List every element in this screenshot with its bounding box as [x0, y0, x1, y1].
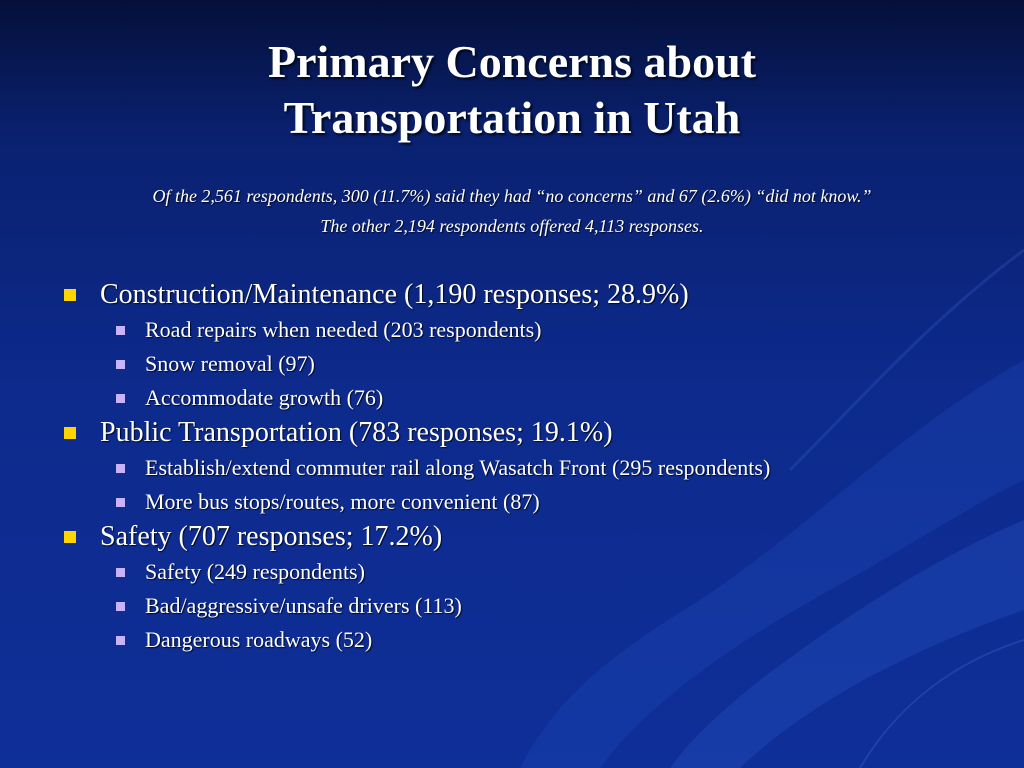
- subtitle-line-1: Of the 2,561 respondents, 300 (11.7%) said they had “no concerns” and 67 (2.6%) “did not know.”: [152, 186, 872, 206]
- square-bullet-icon: [116, 602, 125, 611]
- square-bullet-icon: [116, 394, 125, 403]
- sub-item-label: Dangerous roadways (52): [145, 627, 373, 652]
- sub-item-label: Snow removal (97): [145, 351, 315, 376]
- subtitle-line-2: The other 2,194 respondents offered 4,113 responses.: [320, 216, 704, 236]
- concern-public-transportation: [62, 415, 1002, 451]
- concern-label: Public Transportation (783 responses; 19.1%): [100, 417, 613, 448]
- sub-item: [62, 485, 1002, 519]
- square-bullet-icon: [116, 568, 125, 577]
- sub-item: [62, 555, 1002, 589]
- concern-safety: [62, 519, 1002, 555]
- square-bullet-icon: [64, 427, 76, 439]
- square-bullet-icon: [64, 531, 76, 543]
- slide-title-line-2: Transportation in Utah: [283, 92, 741, 143]
- concern-construction-maintenance: [62, 277, 1002, 313]
- square-bullet-icon: [116, 326, 125, 335]
- square-bullet-icon: [116, 498, 125, 507]
- slide-title: [0, 34, 1024, 146]
- square-bullet-icon: [64, 289, 76, 301]
- concern-label: Construction/Maintenance (1,190 responses; 28.9%): [100, 279, 689, 310]
- square-bullet-icon: [116, 636, 125, 645]
- sub-item: [62, 381, 1002, 415]
- concerns-list: [62, 277, 1002, 657]
- sub-item-label: Bad/aggressive/unsafe drivers (113): [145, 593, 462, 618]
- sub-item: [62, 451, 1002, 485]
- sub-item: [62, 313, 1002, 347]
- sub-item-label: Safety (249 respondents): [145, 559, 365, 584]
- sub-item-label: More bus stops/routes, more convenient (87): [145, 489, 540, 514]
- sub-item: [62, 623, 1002, 657]
- sub-item-label: Accommodate growth (76): [145, 385, 384, 410]
- slide-subtitle: [40, 181, 984, 241]
- slide-title-line-1: Primary Concerns about: [267, 36, 757, 87]
- sub-item-label: Road repairs when needed (203 respondents): [145, 317, 542, 342]
- square-bullet-icon: [116, 464, 125, 473]
- sub-item: [62, 589, 1002, 623]
- sub-item: [62, 347, 1002, 381]
- sub-item-label: Establish/extend commuter rail along Wasatch Front (295 respondents): [145, 455, 771, 480]
- square-bullet-icon: [116, 360, 125, 369]
- concern-label: Safety (707 responses; 17.2%): [100, 521, 443, 552]
